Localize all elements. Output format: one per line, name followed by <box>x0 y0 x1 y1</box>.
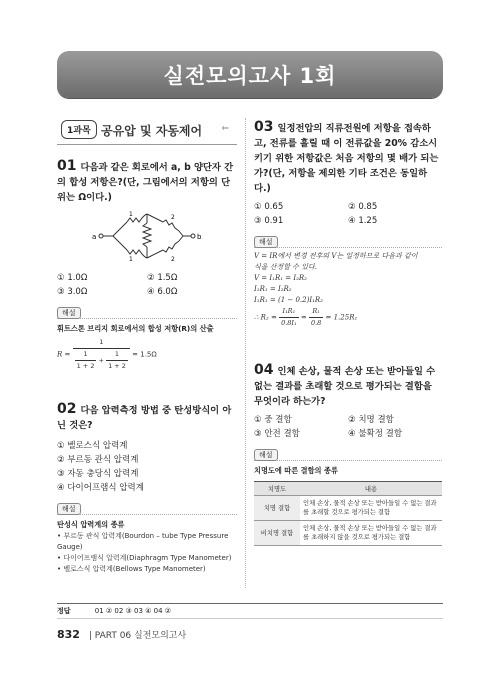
sub-denominator-1: 1 + 2 <box>76 362 95 370</box>
resistor-1-label: 1 <box>129 211 133 218</box>
explanation-formula <box>57 337 237 372</box>
formula-lead: R = <box>57 350 71 359</box>
page-title-band <box>57 51 443 98</box>
choice-4[interactable]: ④ 다이어프램식 압력계 <box>57 483 144 493</box>
table-header: 치명도 <box>254 482 300 496</box>
result-tail: = 1.25R₁ <box>325 313 358 322</box>
footer-text: | PART 06 실전모의고사 <box>88 631 187 641</box>
answer-label: 정답 <box>57 607 71 615</box>
explanation-badge: 해설 <box>254 449 278 461</box>
bridge-circuit-diagram <box>87 209 207 263</box>
result-f2-den: 0.8 <box>310 319 322 327</box>
question-text: 다음과 같은 회로에서 a, b 양단자 간의 합성 저항은?(단, 그림에서의 저항의 단위는 Ω이다.) <box>57 162 234 203</box>
explanation-title: 치명도에 따른 결함의 종류 <box>254 466 338 475</box>
question-text: 일정전압의 직류전원에 저항을 접속하고, 전류를 흘릴 때 이 전류값을 20% 감소시키기 위한 저항값은 처음 저항의 몇 배가 되는가?(단, 저항을 제외한 기타 조건은 동일하다.) <box>254 123 439 194</box>
choice-1[interactable]: ① 중 결함 <box>254 415 292 425</box>
formula-numerator: 1 <box>73 337 130 349</box>
formula-result: = 1.5Ω <box>132 350 157 359</box>
explanation-list <box>57 531 237 575</box>
question-text: 다음 압력측정 방법 중 탄성방식이 아닌 것은? <box>57 405 232 431</box>
explanation-item: • 벨로스식 압력계(Bellows Type Manometer) <box>57 565 206 573</box>
table-row <box>254 496 442 521</box>
choice-list <box>254 200 442 228</box>
column-divider <box>245 118 246 588</box>
explanation-line: V = IR에서 변경 전후의 V는 일정하므로 다음과 같이 <box>254 252 418 260</box>
choice-1[interactable]: ① 벨로스식 압력계 <box>57 441 128 451</box>
explanation-divider <box>57 514 237 515</box>
explanation-line: I₁R₁ = I₂R₂ <box>254 285 292 293</box>
choice-2[interactable]: ② 부르동 관식 압력계 <box>57 455 139 465</box>
table-header-row <box>254 482 442 496</box>
question-03 <box>254 120 442 329</box>
answer-bar <box>57 603 443 619</box>
choice-list <box>57 439 237 495</box>
explanation-divider <box>254 247 442 248</box>
choice-4[interactable]: ④ 불확정 결함 <box>348 429 403 439</box>
resistor-2-label: 2 <box>171 214 175 221</box>
page-title: 실전모의고사 1회 <box>163 64 337 88</box>
explanation-line: V = I₁R₁ = I₂R₂ <box>254 274 307 282</box>
table-header: 내용 <box>300 482 442 496</box>
right-column <box>254 120 442 546</box>
sub-denominator-2: 1 + 2 <box>108 362 126 370</box>
table-cell: 치명 결함 <box>254 496 300 521</box>
question-number: 02 <box>57 401 77 417</box>
explanation-item: • 다이어프램식 압력계(Diaphragm Type Manometer) <box>57 554 232 562</box>
choice-1[interactable]: ① 0.65 <box>254 202 284 212</box>
defect-table <box>254 481 442 546</box>
explanation-divider <box>254 460 442 461</box>
explanation-body <box>254 251 442 329</box>
question-number: 03 <box>254 119 274 135</box>
result-f1-num: I₁R₁ <box>279 306 299 318</box>
terminal-b-label: b <box>197 233 202 241</box>
choice-3[interactable]: ③ 안전 결함 <box>254 429 300 439</box>
explanation-title: 탄성식 압력계의 종류 <box>57 520 125 529</box>
explanation-title: 휘트스톤 브리지 회로에서의 합성 저항(R)의 산출 <box>57 324 214 333</box>
explanation-item: • 부르동 관식 압력계(Bourdon – tube Type Pressure Gauge) <box>57 532 229 551</box>
choice-1[interactable]: ① 1.0Ω <box>57 273 88 283</box>
section-tab: 1과목 <box>61 120 97 139</box>
explanation-result: ∴ R₂ = $\frac{\text{I₁R₁}}{\text{0.8I₁}}$ = $\frac{\text{R₁}}{0.8}$ = 1.25R₁ <box>254 307 358 327</box>
table-cell: 인체 손상, 물적 손상 또는 받아들일 수 없는 결과를 초래하지 않을 것으로 평가되는 결함 <box>300 521 442 546</box>
explanation-divider <box>57 318 237 319</box>
choice-list <box>57 271 237 299</box>
section-header <box>57 120 237 145</box>
arrow-icon: ⇐ <box>221 124 229 134</box>
result-lead: ∴ R₂ = <box>254 313 277 322</box>
explanation-badge: 해설 <box>57 307 81 319</box>
question-01 <box>57 159 237 372</box>
page-footer <box>57 628 186 641</box>
question-text: 인체 손상, 물적 손상 또는 받아들일 수 없는 결과를 초래할 것으로 평가되는 결함을 무엇이라 하는가? <box>254 366 436 407</box>
choice-4[interactable]: ④ 6.0Ω <box>147 287 178 297</box>
choice-2[interactable]: ② 치명 결함 <box>348 415 394 425</box>
explanation-line: I₁R₁ = (1 − 0.2)I₁R₂ <box>254 296 323 304</box>
table-cell: 비치명 결함 <box>254 521 300 546</box>
explanation-line: 식을 산정할 수 있다. <box>254 263 317 271</box>
resistor-3-label: 1 <box>129 256 133 263</box>
question-number: 04 <box>254 362 274 378</box>
choice-2[interactable]: ② 1.5Ω <box>147 273 178 283</box>
table-cell: 인체 손상, 물적 손상 또는 받아들일 수 없는 결과를 초래할 것으로 평가되는 결함 <box>300 496 442 521</box>
resistor-4-label: 2 <box>171 256 175 263</box>
question-number: 01 <box>57 158 77 174</box>
left-column <box>57 120 237 575</box>
table-row <box>254 521 442 546</box>
choice-3[interactable]: ③ 3.0Ω <box>57 287 88 297</box>
answer-text: 01 ② 02 ③ 03 ④ 04 ② <box>94 607 172 615</box>
question-04 <box>254 363 442 546</box>
choice-4[interactable]: ④ 1.25 <box>348 216 378 226</box>
terminal-a-label: a <box>92 233 97 241</box>
choice-list <box>254 413 442 441</box>
formula-fraction <box>73 337 130 372</box>
choice-3[interactable]: ③ 자동 충당식 압력계 <box>57 469 139 479</box>
result-f1-den: 0.8I₁ <box>281 319 297 327</box>
explanation-badge: 해설 <box>57 503 81 515</box>
page-number: 832 <box>57 628 80 641</box>
choice-3[interactable]: ③ 0.91 <box>254 216 284 226</box>
question-02 <box>57 402 237 575</box>
section-title: 공유압 및 자동제어 <box>101 124 203 138</box>
explanation-badge: 해설 <box>254 236 278 248</box>
formula-denominator: $\frac{1}{1 + 2}$ + $\frac{1}{1 + 2}$ <box>76 350 126 370</box>
choice-2[interactable]: ② 0.85 <box>348 202 378 212</box>
result-f2-num: R₁ <box>309 306 323 318</box>
